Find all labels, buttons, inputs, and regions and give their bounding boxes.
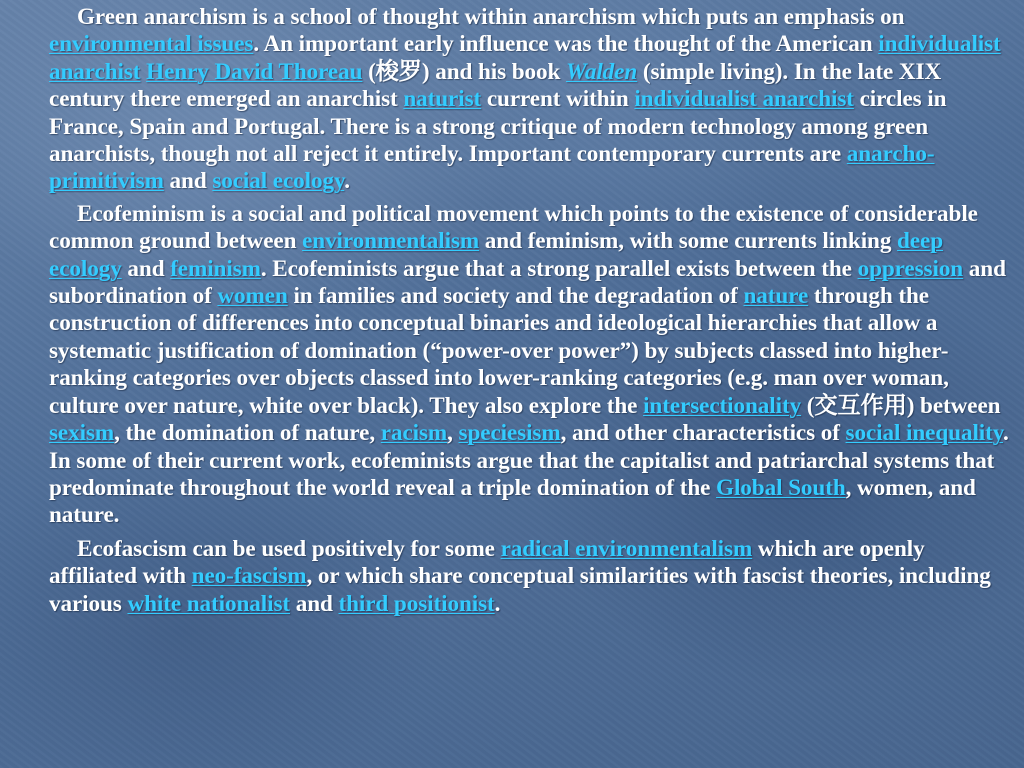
hyperlink-women[interactable]: women xyxy=(217,283,288,310)
hyperlink-anarcho-primitivism[interactable]: anarcho-primitivism xyxy=(49,141,935,195)
paragraph-text: Green anarchism is a school of thought within anarchism which puts an emphasis on xyxy=(77,4,905,30)
paragraph-text: circles in France, Spain and Portugal. There is a strong critique of modern technology among green anarchists, though not all reject it entirely. Important contemporary currents are xyxy=(49,86,947,168)
paragraph-green-anarchism xyxy=(49,4,1017,196)
hyperlink-feminism[interactable]: feminism xyxy=(170,255,261,282)
paragraph-text: in families and society and the degradation of xyxy=(287,283,744,310)
hyperlink-neo-fascism[interactable]: neo-fascism xyxy=(191,563,307,590)
hyperlink-environmentalism[interactable]: environmentalism xyxy=(302,228,480,255)
hyperlink-individualist-anarchist[interactable]: individualist anarchist xyxy=(634,86,854,113)
paragraph-text: which are openly affiliated with xyxy=(49,535,925,590)
paragraph-text: , women, and nature. xyxy=(49,474,976,529)
paragraph-text: and xyxy=(163,168,213,195)
hyperlink-social-ecology[interactable]: social ecology xyxy=(212,168,345,195)
paragraph-text: . xyxy=(494,590,501,617)
paragraph-text: Ecofeminism is a social and political movement which points to the existence of considerable common ground between xyxy=(49,200,978,255)
paragraph-text: (交互作用) between xyxy=(801,392,1001,419)
paragraph-text: . In some of their current work, ecofeminists argue that the capitalist and patriarchal systems that predominate throughout the world reveal a triple domination of the xyxy=(49,420,1009,501)
hyperlink-henry-david-thoreau[interactable]: Henry David Thoreau xyxy=(146,58,363,85)
paragraph-text: , xyxy=(447,420,459,447)
paragraph-text: . xyxy=(344,168,350,195)
paragraph-text: and xyxy=(290,590,339,617)
paragraph-text: through the construction of differences into conceptual binaries and ideological hierarchies that allow a systematic justification of domination (“power-over power”) by subjects classed into higher-ranking categories over objects classed into lower-ranking categories (e.g. man over woman, culture over nature, white over black). They also explore the xyxy=(49,283,949,419)
paragraph-ecofeminism xyxy=(49,201,1017,530)
hyperlink-white-nationalist[interactable]: white nationalist xyxy=(127,590,290,617)
paragraph-text: (梭罗) and his book xyxy=(362,58,567,85)
hyperlink-deep-ecology[interactable]: deep ecology xyxy=(49,228,944,282)
hyperlink-naturist[interactable]: naturist xyxy=(403,86,482,113)
paragraph-text: . An important early influence was the thought of the American xyxy=(253,31,879,58)
paragraph-text: Ecofascism can be used positively for some xyxy=(77,535,501,562)
paragraph-text: current within xyxy=(481,86,635,113)
paragraph-ecofascism xyxy=(49,536,1017,618)
hyperlink-environmental-issues[interactable]: environmental issues xyxy=(49,31,254,58)
paragraph-text: , or which share conceptual similarities with fascist theories, including various xyxy=(49,563,991,617)
hyperlink-intersectionality[interactable]: intersectionality xyxy=(643,392,802,419)
hyperlink-racism[interactable]: racism xyxy=(380,420,448,447)
hyperlink-speciesism[interactable]: speciesism xyxy=(458,420,561,447)
paragraph-text: and subordination of xyxy=(49,255,1006,310)
paragraph-text: , and other characteristics of xyxy=(560,420,846,447)
hyperlink-social-inequality[interactable]: social inequality xyxy=(845,420,1003,447)
hyperlink-individualist-anarchist[interactable]: individualist anarchist xyxy=(49,31,1001,85)
paragraph-text: , the domination of nature, xyxy=(114,420,381,447)
hyperlink-radical-environmentalism[interactable]: radical environmentalism xyxy=(500,535,753,562)
hyperlink-nature[interactable]: nature xyxy=(743,283,809,310)
paragraph-text: and feminism, with some currents linking xyxy=(479,228,898,255)
hyperlink-sexism[interactable]: sexism xyxy=(49,420,115,447)
paragraph-text: and xyxy=(121,255,171,282)
paragraph-text: (simple living). In the late XIX century there emerged an anarchist xyxy=(49,58,942,113)
hyperlink-third-positionist[interactable]: third positionist xyxy=(338,590,495,617)
hyperlink-global-south[interactable]: Global South xyxy=(716,474,846,501)
slide-body xyxy=(49,4,1017,624)
hyperlink-oppression[interactable]: oppression xyxy=(857,255,964,282)
hyperlink-walden[interactable]: Walden xyxy=(566,58,638,85)
paragraph-text: . Ecofeminists argue that a strong parallel exists between the xyxy=(260,255,858,282)
